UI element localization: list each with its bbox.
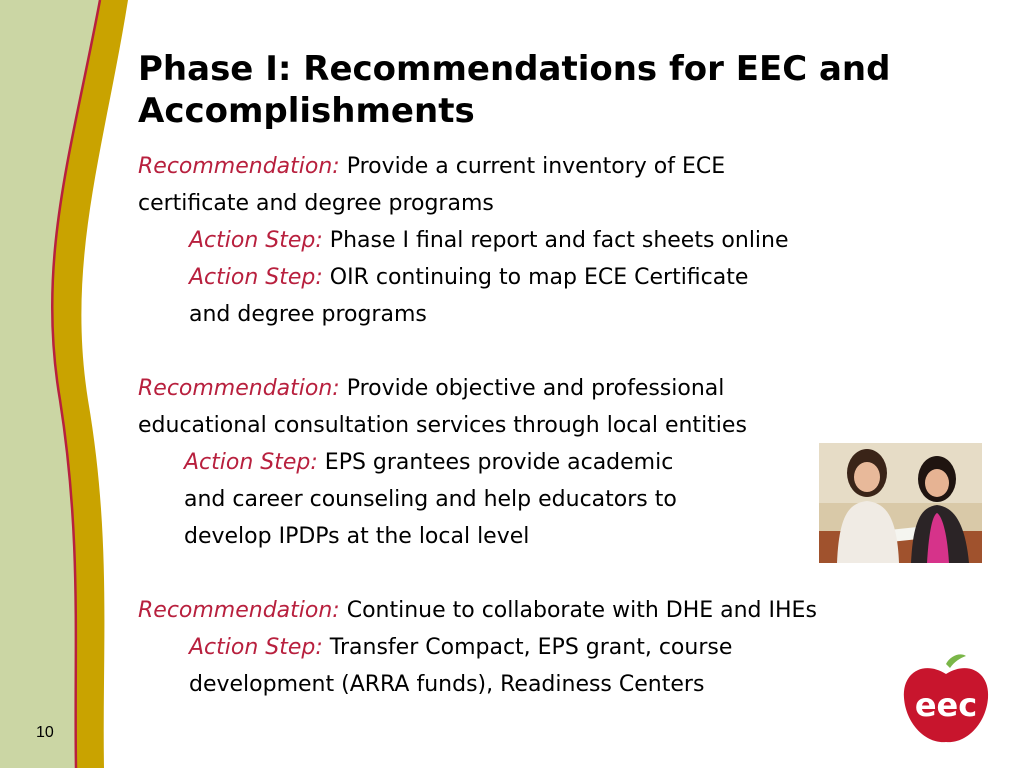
recommendation-1 bbox=[138, 148, 1018, 185]
two-women-consulting-photo bbox=[819, 443, 982, 563]
action-step-label: Action Step: bbox=[189, 635, 323, 660]
sidebar-decoration bbox=[0, 0, 160, 768]
action-step-text: EPS grantees provide academic bbox=[324, 450, 674, 475]
recommendation-2 bbox=[138, 370, 1018, 407]
action-step-label: Action Step: bbox=[189, 265, 323, 290]
recommendation-text: Provide a current inventory of ECE bbox=[346, 154, 726, 179]
recommendation-label: Recommendation: bbox=[138, 154, 340, 179]
action-step-label: Action Step: bbox=[184, 450, 318, 475]
action-step-1-2-continued: and degree programs bbox=[189, 302, 427, 327]
action-step-2-1-continued-2: develop IPDPs at the local level bbox=[184, 524, 530, 549]
action-step-text: OIR continuing to map ECE Certificate bbox=[329, 265, 749, 290]
eec-logo bbox=[900, 652, 992, 746]
action-step-1-1 bbox=[138, 222, 1018, 259]
slide-title: Phase I: Recommendations for EEC and Accomplishments bbox=[138, 49, 891, 131]
recommendation-3 bbox=[138, 592, 1018, 629]
page-number: 10 bbox=[36, 724, 54, 741]
action-step-label: Action Step: bbox=[189, 228, 323, 253]
action-step-3-1-continued: development (ARRA funds), Readiness Centers bbox=[189, 672, 705, 697]
action-step-2-1-continued: and career counseling and help educators to bbox=[184, 487, 677, 512]
action-step-3-1 bbox=[138, 629, 1018, 666]
action-step-text: Transfer Compact, EPS grant, course bbox=[329, 635, 733, 660]
recommendation-label: Recommendation: bbox=[138, 376, 340, 401]
logo-text: eec bbox=[914, 686, 978, 724]
recommendation-2-continued: educational consultation services through local entities bbox=[138, 413, 747, 438]
recommendation-text: Provide objective and professional bbox=[346, 376, 725, 401]
recommendation-text: Continue to collaborate with DHE and IHEs bbox=[346, 598, 817, 623]
recommendation-1-continued: certificate and degree programs bbox=[138, 191, 494, 216]
slide-body bbox=[138, 148, 1018, 703]
action-step-1-2 bbox=[138, 259, 1018, 296]
action-step-text: Phase I final report and fact sheets online bbox=[329, 228, 789, 253]
recommendation-label: Recommendation: bbox=[138, 598, 340, 623]
